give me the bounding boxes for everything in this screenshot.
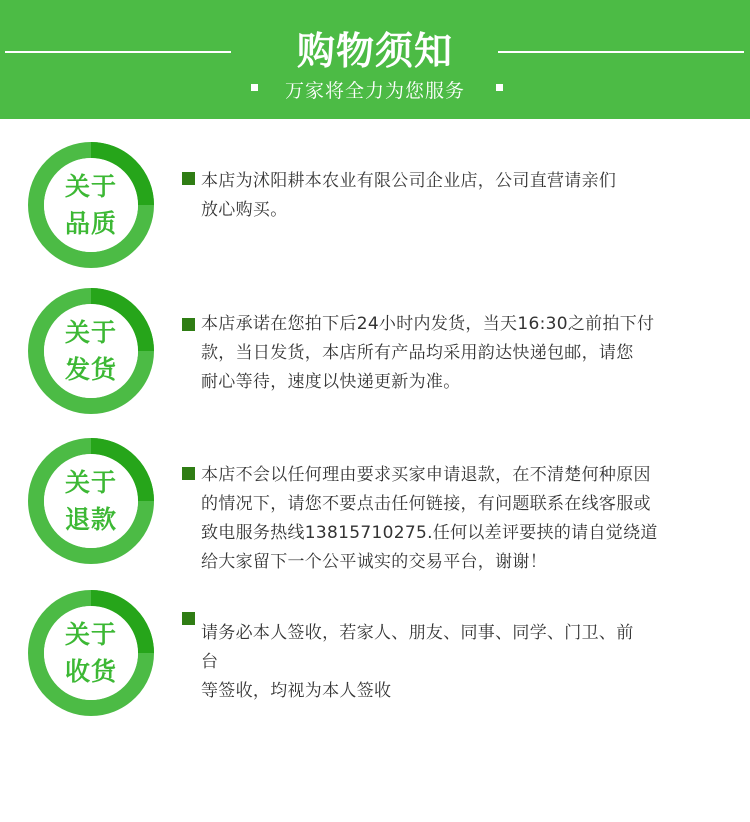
refund-text-line: 致电服务热线13815710275.任何以差评要挟的请自觉绕道 [201,523,658,543]
receipt-text [201,619,634,706]
refund-text-line: 的情况下，请您不要点击任何链接，有问题联系在线客服或 [201,494,651,514]
refund-badge [27,437,155,565]
refund-label-line2: 退款 [64,505,117,534]
refund-text-line: 给大家留下一个公平诚实的交易平台，谢谢！ [201,552,547,572]
quality-text [201,167,616,225]
refund-label [41,464,141,538]
refund-marker [182,467,195,480]
shipping-marker [182,318,195,331]
receipt-label-line2: 收货 [64,657,117,686]
refund-text-line: 本店不会以任何理由要求买家申请退款，在不清楚何种原因 [201,465,651,485]
shipping-text-line: 本店承诺在您拍下后24小时内发货，当天16:30之前拍下付 [201,314,655,334]
quality-text-line: 放心购买。 [201,200,288,220]
refund-label-line1: 关于 [64,468,117,497]
receipt-text-line: 等签收，均视为本人签收 [201,681,392,701]
banner-bullet-right [496,84,503,91]
shipping-label [41,314,141,388]
quality-text-line: 本店为沭阳耕本农业有限公司企业店，公司直营请亲们 [201,171,617,191]
shipping-text-line: 款，当日发货，本店所有产品均采用韵达快递包邮，请您 [201,343,634,363]
shipping-badge [27,287,155,415]
page-title: 购物须知 [296,29,453,73]
receipt-label [41,616,141,690]
quality-label-line2: 品质 [64,209,117,238]
shipping-label-line2: 发货 [64,355,117,384]
quality-badge [27,141,155,269]
receipt-label-line1: 关于 [64,620,117,649]
receipt-marker [182,612,195,625]
shipping-text-line: 耐心等待，速度以快递更新为准。 [201,372,461,392]
header-banner [0,0,750,119]
receipt-text-line: 请务必本人签收，若家人、朋友、同事、同学、门卫、前 [201,623,634,643]
quality-label-line1: 关于 [64,172,117,201]
page-subtitle: 万家将全力为您服务 [284,80,465,102]
quality-label [41,168,141,242]
shipping-text [201,310,654,397]
refund-text [201,461,658,577]
shipping-label-line1: 关于 [64,318,117,347]
receipt-text-line: 台 [201,652,219,672]
quality-marker [182,172,195,185]
receipt-badge [27,589,155,717]
